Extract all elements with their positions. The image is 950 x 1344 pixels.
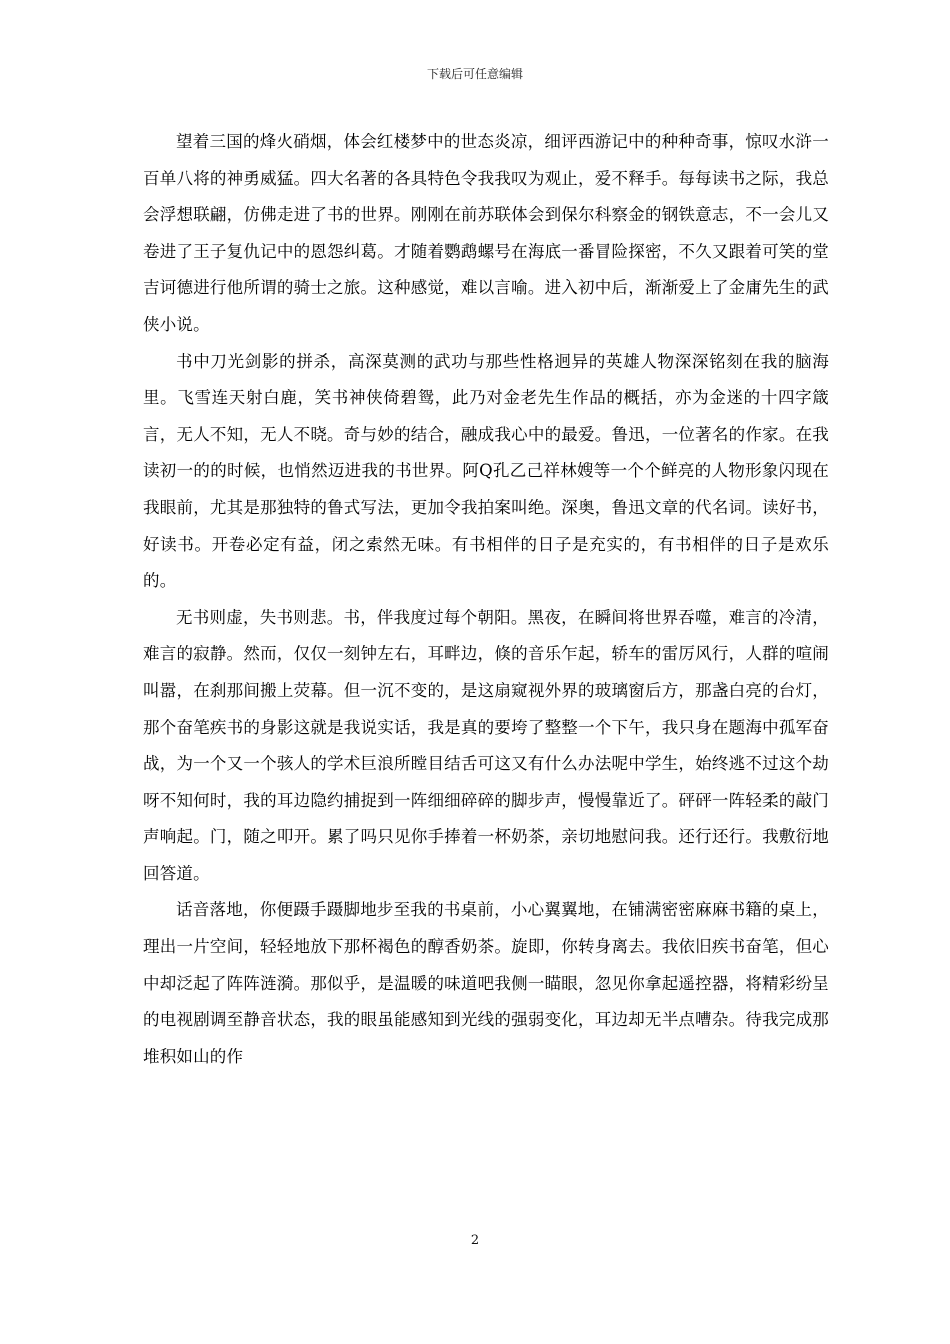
page-number: 2 [470, 1233, 480, 1248]
paragraph-4: 话音落地，你便蹑手蹑脚地步至我的书桌前，小心翼翼地，在铺满密密麻麻书籍的桌上，理出一片空间，轻轻地放下那杯褐色的醇香奶茶。旋即，你转身离去。我依旧疾书奋笔，但心中却泛起了阵阵涟漪。那似乎，是温暖的味道吧我侧一瞄眼，忽见你拿起遥控器，将精彩纷呈的电视剧调至静音状态，我的眼虽能感知到光线的强弱变化，耳边却无半点嘈杂。待我完成那堆积如山的作 [143, 900, 829, 1066]
document-body [143, 124, 829, 1075]
page-header: 下载后可任意编辑 [426, 67, 523, 81]
paragraph-2: 书中刀光剑影的拼杀，高深莫测的武功与那些性格迥异的英雄人物深深铭刻在我的脑海里。飞雪连天射白鹿，笑书神侠倚碧鸳，此乃对金老先生作品的概括，亦为金迷的十四字箴言，无人不知，无人不晓。奇与妙的结合，融成我心中的最爱。鲁迅，一位著名的作家。在我读初一的的时候，也悄然迈进我的书世界。阿Q孔乙己祥林嫂等一个个鲜亮的人物形象闪现在我眼前，尤其是那独特的鲁式写法，更加令我拍案叫绝。深奥，鲁迅文章的代名词。读好书，好读书。开卷必定有益，闭之索然无味。有书相伴的日子是充实的，有书相伴的日子是欢乐的。 [143, 351, 829, 591]
paragraph-1: 望着三国的烽火硝烟，体会红楼梦中的世态炎凉，细评西游记中的种种奇事，惊叹水浒一百单八将的神勇威猛。四大名著的各具特色令我我叹为观止，爱不释手。每每读书之际，我总会浮想联翩，仿佛走进了书的世界。刚刚在前苏联体会到保尔科察金的钢铁意志，不一会儿又卷进了王子复仇记中的恩怨纠葛。才随着鹦鹉螺号在海底一番冒险探密，不久又跟着可笑的堂吉诃德进行他所谓的骑士之旅。这种感觉，难以言喻。进入初中后，渐渐爱上了金庸先生的武侠小说。 [143, 132, 829, 334]
paragraph-3: 无书则虚，失书则悲。书，伴我度过每个朝阳。黑夜，在瞬间将世界吞噬，难言的冷清，难言的寂静。然而，仅仅一刻钟左右，耳畔边，倏的音乐乍起，轿车的雷厉风行，人群的喧闹叫嚣，在刹那间搬上荧幕。但一沉不变的，是这扇窥视外界的玻璃窗后方，那盏白亮的台灯，那个奋笔疾书的身影这就是我说实话，我是真的要垮了整整一个下午，我只身在题海中孤军奋战，为一个又一个骇人的学术巨浪所瞠目结舌可这又有什么办法呢中学生，始终逃不过这个劫呀不知何时，我的耳边隐约捕捉到一阵细细碎碎的脚步声，慢慢靠近了。砰砰一阵轻柔的敲门声响起。门，随之叩开。累了吗只见你手捧着一杯奶茶，亲切地慰问我。还行还行。我敷衍地回答道。 [143, 607, 829, 883]
